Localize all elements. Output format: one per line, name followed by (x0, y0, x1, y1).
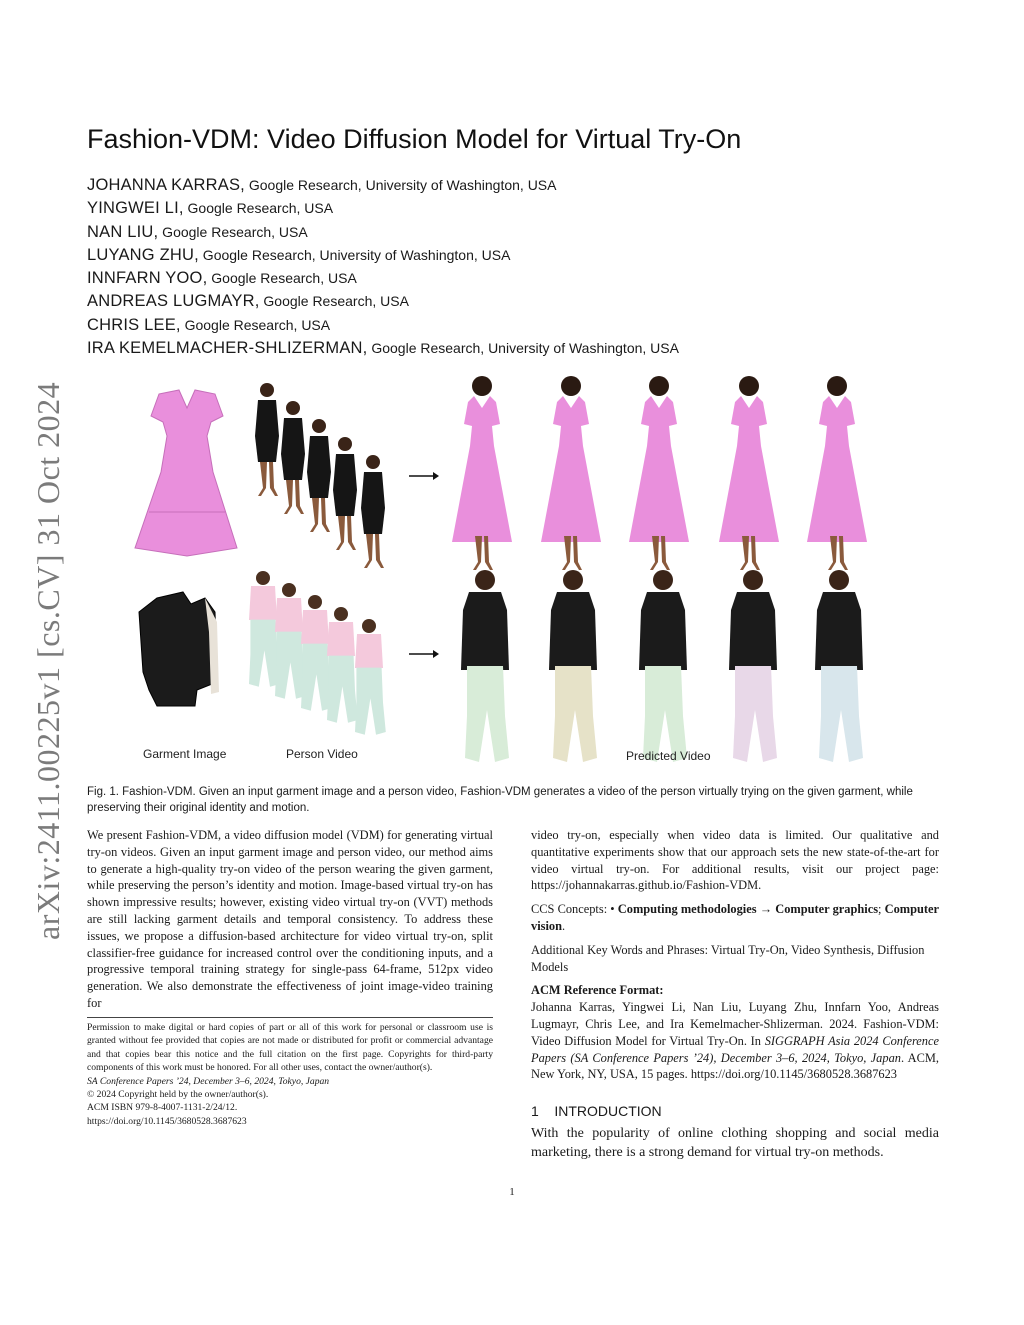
author-name: INNFARN YOO, (87, 269, 208, 288)
author-affiliation: Google Research, USA (207, 270, 357, 287)
author-name: JOHANNA KARRAS, (87, 176, 245, 194)
acm-reference-venue: SIGGRAPH Asia 2024 Conference Papers (SA Conference Papers ’24), December 3–6, 2024, Tokyo, Japan (531, 1033, 939, 1065)
author-affiliation: Google Research, University of Washington, USA (244, 177, 557, 193)
ccs-end: . (562, 918, 566, 933)
author-line (87, 316, 679, 339)
author-line (87, 292, 679, 315)
predicted-video-jacket (461, 570, 863, 762)
author-name: IRA KEMELMACHER-SHLIZERMAN, (87, 339, 368, 358)
introduction-text: With the popularity of online clothing shopping and social media marketing, there is a strong demand for virtual try-on methods. (531, 1125, 939, 1160)
author-name: NAN LIU, (87, 222, 159, 241)
copyright-footnote (87, 1021, 493, 1128)
ccs-prefix: CCS Concepts: • (531, 902, 618, 917)
person-video-walking (249, 571, 386, 735)
ccs-term: Computing methodologies → Computer graphics (617, 902, 879, 917)
garment-image-dress (135, 390, 237, 556)
conference-venue: SA Conference Papers ’24, December 3–6, 2024, Tokyo, Japan (87, 1075, 330, 1087)
author-affiliation: Google Research, USA (259, 293, 409, 310)
predicted-video-dress (452, 376, 867, 570)
arrow-icon (409, 472, 439, 480)
person-video-black-dress (255, 383, 385, 568)
garment-image-jacket (139, 592, 219, 706)
figure-caption: Fig. 1. Fashion-VDM. Given an input garment image and a person video, Fashion-VDM generates a video of the person virtually trying on the given garment, while preserving their original identity and motion. (87, 786, 913, 814)
author-affiliation: Google Research, USA (183, 200, 334, 217)
author-line (87, 223, 679, 246)
left-column (87, 827, 493, 1012)
teaser-figure (87, 372, 939, 770)
abstract-text: We present Fashion-VDM, a video diffusion model (VDM) for generating virtual try-on videos. Given an input garment image and person video, our method aims to generate a high-quality try-on video of the person wearing the given garment, while preserving the person’s identity and motion. Image-based virtual try-on has shown impressive results; however, existing video virtual try-on (VVT) methods are still lacking garment details and temporal consistency. To address these issues, we propose a diffusion-based architecture for video virtual try-on, split classifier-free guidance for increased control over the conditioning inputs, and a progressive temporal training strategy for single-pass 64-frame, 512px video generation. We also demonstrate the effectiveness of joint image-video training for (87, 828, 493, 1010)
author-line (87, 199, 679, 222)
footnote-divider (87, 1017, 493, 1018)
ccs-separator: ; (878, 902, 885, 917)
permission-notice: Permission to make digital or hard copies of part or all of this work for personal or classroom use is granted without fee provided that copies are not made or distributed for profit or commercial advantage and that copies bear this notice and the full citation on the first page. Copyrights for third-party components of this work must be honored. For all other uses, contact the owner/author(s). (87, 1022, 493, 1074)
arxiv-identifier-stamp: arXiv:2411.00225v1 [cs.CV] 31 Oct 2024 (30, 381, 66, 940)
author-affiliation: Google Research, University of Washington, USA (198, 246, 511, 263)
author-line (87, 246, 679, 269)
keywords: Additional Key Words and Phrases: Virtual Try-On, Video Synthesis, Diffusion Models (531, 942, 925, 974)
author-affiliation: Google Research, USA (158, 223, 308, 240)
arrow-icon (409, 650, 439, 658)
ccs-concepts (531, 901, 939, 935)
author-affiliation: Google Research, University of Washington, USA (367, 340, 679, 357)
author-name: CHRIS LEE, (87, 315, 181, 334)
predicted-video-label: Predicted Video (626, 749, 711, 763)
page-number: 1 (509, 1186, 515, 1198)
author-name: ANDREAS LUGMAYR, (87, 292, 260, 311)
ccs-term: Computer vision (531, 902, 940, 933)
doi-link[interactable]: https://doi.org/10.1145/3680528.3687623 (87, 1115, 247, 1127)
author-affiliation: Google Research, USA (180, 316, 331, 333)
acm-reference-label: ACM Reference Format: (531, 983, 664, 998)
author-list (87, 176, 679, 362)
acm-reference-heading (531, 982, 939, 999)
section-heading-introduction: 1 INTRODUCTION (531, 1103, 662, 1120)
author-name: YINGWEI LI, (87, 199, 184, 218)
garment-image-label: Garment Image (143, 747, 227, 761)
copyright-line: © 2024 Copyright held by the owner/author(s). (87, 1089, 269, 1101)
author-line (87, 269, 679, 292)
isbn-line: ACM ISBN 979-8-4007-1131-2/24/12. (87, 1102, 238, 1114)
person-video-label: Person Video (286, 747, 358, 761)
author-line (87, 339, 679, 362)
teaser-illustration (87, 372, 939, 770)
acm-reference-text (531, 999, 939, 1083)
right-column (531, 827, 939, 1162)
acm-reference-part: . ACM, New York, NY, USA, 15 pages. https://doi.org/10.1145/3680528.3687623 (531, 1050, 940, 1082)
acm-reference-part: Johanna Karras, Yingwei Li, Nan Liu, Luyang Zhu, Innfarn Yoo, Andreas Lugmayr, Chris Lee, and Ira Kemelmacher-Shlizerman. 2024. Fashion-VDM: Video Diffusion Model for Virtual Try-On. In (531, 1000, 939, 1048)
abstract-continued: video try-on, especially when video data is limited. Our qualitative and quantitative experiments show that our approach sets the new state-of-the-art for video virtual try-on. For additional results, visit our project page: https://johannakarras.github.io/Fashion-VDM. (531, 828, 939, 893)
author-name: LUYANG ZHU, (87, 245, 199, 264)
author-line (87, 176, 679, 199)
paper-title: Fashion-VDM: Video Diffusion Model for Virtual Try-On (87, 124, 742, 154)
